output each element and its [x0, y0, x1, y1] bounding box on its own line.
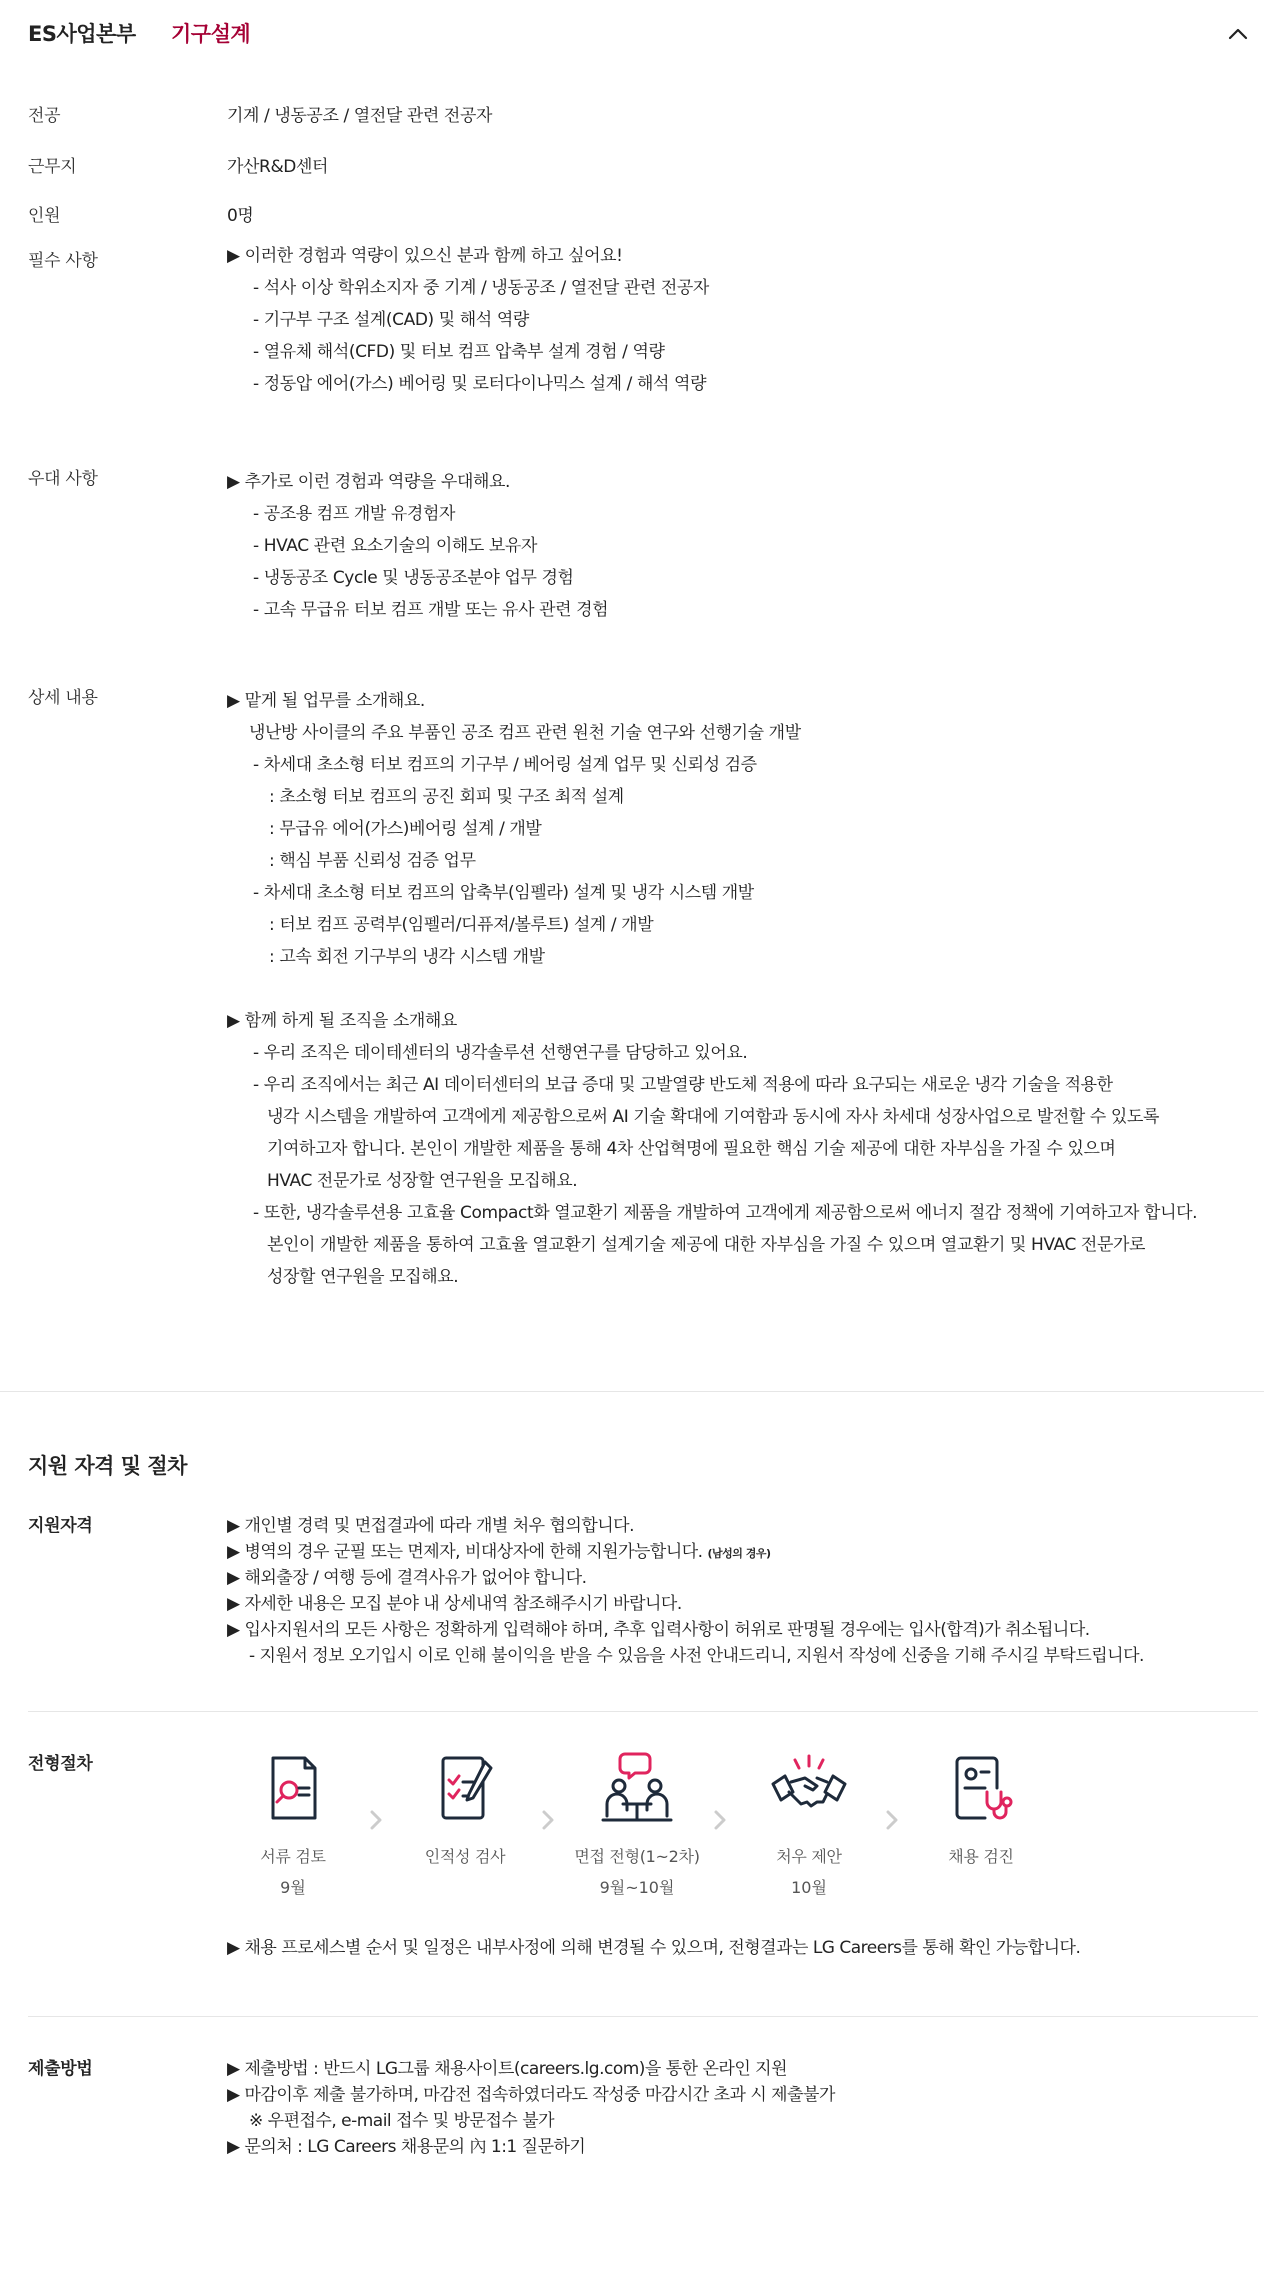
list-item: : 고속 회전 기구부의 냉각 시스템 개발	[269, 947, 545, 967]
document-search-icon	[253, 1748, 333, 1828]
list-item: - 기구부 구조 설계(CAD) 및 해석 역량	[253, 310, 529, 330]
list-item: 냉각 시스템을 개발하여 고객에게 제공함으로써 AI 기술 확대에 기여함과 동시에 자사 차세대 성장사업으로 발전할 수 있도록	[267, 1107, 1159, 1127]
required-lines	[227, 240, 1257, 400]
list-item: 냉난방 사이클의 주요 부품인 공조 컴프 관련 원천 기술 연구와 선행기술 개발	[249, 723, 801, 743]
details-lines	[227, 685, 1257, 1293]
list-item: - 우리 조직은 데이테센터의 냉각솔루션 선행연구를 담당하고 있어요.	[253, 1043, 748, 1063]
list-item: 성장할 연구원을 모집해요.	[267, 1267, 459, 1287]
headcount-label: 인원	[28, 206, 61, 226]
list-item: - HVAC 관련 요소기술의 이해도 보유자	[253, 536, 537, 556]
list-item: ▶ 함께 하게 될 조직을 소개해요	[227, 1011, 457, 1031]
posting-header	[0, 0, 1264, 70]
process-label: 전형절차	[28, 1754, 93, 1774]
chevron-right-icon	[884, 1808, 900, 1832]
chevron-up-icon[interactable]	[1226, 22, 1250, 46]
process-step	[218, 1748, 368, 1898]
step-name: 채용 검진	[948, 1847, 1014, 1866]
list-item: - 차세대 초소형 터보 컴프의 압축부(임펠라) 설계 및 냉각 시스템 개발	[253, 883, 754, 903]
list-item: ▶ 해외출장 / 여행 등에 결격사유가 없어야 합니다.	[227, 1568, 587, 1588]
list-item: - 지원서 정보 오기입시 이로 인해 불이익을 받을 수 있음을 사전 안내드리니, 지원서 작성에 신중을 기해 주시길 부탁드립니다.	[249, 1646, 1144, 1666]
section-divider	[28, 1711, 1258, 1712]
list-item: ▶ 입사지원서의 모든 사항은 정확하게 입력해야 하며, 추후 입력사항이 허위로 판명될 경우에는 입사(합격)가 취소됩니다.	[227, 1620, 1090, 1640]
step-name: 처우 제안	[776, 1847, 842, 1866]
required-label: 필수 사항	[28, 251, 98, 271]
list-item: - 차세대 초소형 터보 컴프의 기구부 / 베어링 설계 업무 및 신뢰성 검증	[253, 755, 757, 775]
preferred-lines	[227, 466, 1257, 626]
list-item: ▶ 마감이후 제출 불가하며, 마감전 접속하였더라도 작성중 마감시간 초과 시 제출불가	[227, 2085, 835, 2105]
submission-label: 제출방법	[28, 2059, 93, 2079]
list-item: - 석사 이상 학위소지자 중 기계 / 냉동공조 / 열전달 관련 전공자	[253, 278, 709, 298]
chevron-right-icon	[368, 1808, 384, 1832]
section-divider	[28, 2016, 1258, 2017]
step-name: 인적성 검사	[424, 1847, 506, 1866]
step-name: 서류 검토	[260, 1847, 326, 1866]
process-step	[390, 1748, 540, 1875]
preferred-label: 우대 사항	[28, 469, 98, 489]
list-item: - 우리 조직에서는 최근 AI 데이터센터의 보급 증대 및 고발열량 반도체 적용에 따라 요구되는 새로운 냉각 기술을 적용한	[253, 1075, 1113, 1095]
list-item: ▶ 개인별 경력 및 면접결과에 따라 개별 처우 협의합니다.	[227, 1516, 634, 1536]
list-item: ▶ 맡게 될 업무를 소개해요.	[227, 691, 425, 711]
step-date: 9월	[280, 1878, 306, 1897]
list-item: ▶ 이러한 경험과 역량이 있으신 분과 함께 하고 싶어요!	[227, 246, 623, 266]
process-note	[227, 1935, 1257, 1961]
list-item: ▶ 문의처 : LG Careers 채용문의 內 1:1 질문하기	[227, 2137, 586, 2157]
step-date: 9월~10월	[599, 1878, 675, 1897]
handshake-icon	[769, 1748, 849, 1828]
chevron-right-icon	[712, 1808, 728, 1832]
process-step	[906, 1748, 1056, 1875]
process-step	[734, 1748, 884, 1898]
list-item: ▶ 채용 프로세스별 순서 및 일정은 내부사정에 의해 변경될 수 있으며, 전형결과는 LG Careers를 통해 확인 가능합니다.	[227, 1938, 1081, 1958]
list-item: - 또한, 냉각솔루션용 고효율 Compact화 열교환기 제품을 개발하여 고객에게 제공함으로써 에너지 절감 정책에 기여하고자 합니다.	[253, 1203, 1198, 1223]
list-item: ▶ 제출방법 : 반드시 LG그룹 채용사이트(careers.lg.com)을 통한 온라인 지원	[227, 2059, 787, 2079]
process-step	[562, 1748, 712, 1898]
apply-section-title: 지원 자격 및 절차	[28, 1454, 187, 1478]
list-item	[227, 1539, 1257, 1565]
medical-check-icon	[941, 1748, 1021, 1828]
checklist-icon	[425, 1748, 505, 1828]
list-item: : 초소형 터보 컴프의 공진 회피 및 구조 최적 설계	[269, 787, 624, 807]
job-title: 기구설계	[171, 22, 251, 46]
list-item: ▶ 추가로 이런 경험과 역량을 우대해요.	[227, 472, 511, 492]
chevron-right-icon	[540, 1808, 556, 1832]
list-item: ▶ 자세한 내용은 모집 분야 내 상세내역 참조해주시기 바랍니다.	[227, 1594, 682, 1614]
qualification-lines	[227, 1513, 1257, 1669]
location-label: 근무지	[28, 157, 77, 177]
list-item: : 무급유 에어(가스)베어링 설계 / 개발	[269, 819, 542, 839]
interview-icon	[597, 1748, 677, 1828]
list-item: - 냉동공조 Cycle 및 냉동공조분야 업무 경험	[253, 568, 574, 588]
list-item: - 공조용 컴프 개발 유경험자	[253, 504, 455, 524]
military-note: (남성의 경우)	[707, 1547, 771, 1560]
military-text: ▶ 병역의 경우 군필 또는 면제자, 비대상자에 한해 지원가능합니다.	[227, 1542, 703, 1562]
step-date: 10월	[791, 1878, 827, 1897]
headcount-value: 0명	[227, 206, 254, 226]
submission-lines	[227, 2056, 1257, 2160]
list-item: - 고속 무급유 터보 컴프 개발 또는 유사 관련 경험	[253, 600, 609, 620]
department-name: ES사업본부	[28, 22, 136, 46]
list-item: HVAC 전문가로 성장할 연구원을 모집해요.	[267, 1171, 578, 1191]
list-item	[227, 973, 1257, 1005]
list-item: - 열유체 해석(CFD) 및 터보 컴프 압축부 설계 경험 / 역량	[253, 342, 665, 362]
step-name: 면접 전형(1~2차)	[574, 1847, 700, 1866]
location-value: 가산R&D센터	[227, 157, 329, 177]
details-label: 상세 내용	[28, 688, 98, 708]
list-item: 본인이 개발한 제품을 통하여 고효율 열교환기 설계기술 제공에 대한 자부심을 가질 수 있으며 열교환기 및 HVAC 전문가로	[267, 1235, 1146, 1255]
major-value: 기계 / 냉동공조 / 열전달 관련 전공자	[227, 106, 492, 126]
list-item: : 핵심 부품 신뢰성 검증 업무	[269, 851, 476, 871]
major-label: 전공	[28, 106, 61, 126]
qualification-label: 지원자격	[28, 1516, 93, 1536]
list-item: 기여하고자 합니다. 본인이 개발한 제품을 통해 4차 산업혁명에 필요한 핵심 기술 제공에 대한 자부심을 가질 수 있으며	[267, 1139, 1116, 1159]
list-item: ※ 우편접수, e-mail 접수 및 방문접수 불가	[249, 2111, 555, 2131]
list-item: - 정동압 에어(가스) 베어링 및 로터다이나믹스 설계 / 해석 역량	[253, 374, 707, 394]
list-item: : 터보 컴프 공력부(임펠러/디퓨져/볼루트) 설계 / 개발	[269, 915, 654, 935]
section-divider	[0, 1391, 1264, 1392]
